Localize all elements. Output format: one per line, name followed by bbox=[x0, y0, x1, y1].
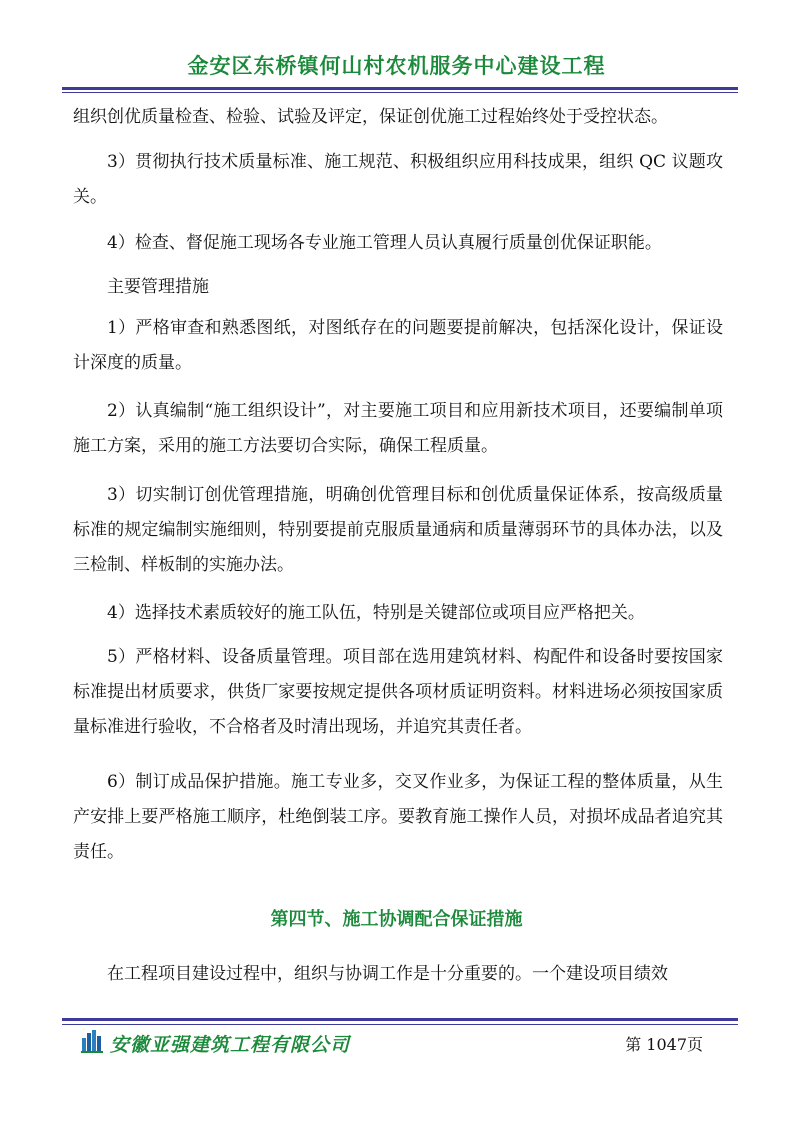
header-title: 金安区东桥镇何山村农机服务中心建设工程 bbox=[187, 54, 606, 78]
paragraph: 3）切实制订创优管理措施，明确创优管理目标和创优质量保证体系，按高级质量标准的规定编制实施细则，特别要提前克服质量通病和质量薄弱环节的具体办法，以及三检制、样板制的实施办法。 bbox=[73, 485, 723, 575]
paragraph: 6）制订成品保护措施。施工专业多，交叉作业多，为保证工程的整体质量，从生产安排上要严格施工顺序，杜绝倒装工序。要教育施工操作人员，对损坏成品者追究其责任。 bbox=[73, 772, 723, 862]
header-rule-thin bbox=[62, 92, 738, 93]
company-name: 安徽亚强建筑工程有限公司 bbox=[110, 1033, 351, 1056]
footer-rule-thick bbox=[62, 1018, 738, 1021]
paragraph: 在工程项目建设过程中，组织与协调工作是十分重要的。一个建设项目绩效 bbox=[107, 964, 668, 984]
paragraph: 3）贯彻执行技术质量标准、施工规范、积极组织应用科技成果，组织 QC 议题攻关。 bbox=[73, 152, 723, 207]
paragraph: 4）检查、督促施工现场各专业施工管理人员认真履行质量创优保证职能。 bbox=[107, 233, 662, 253]
header-rule-thick bbox=[62, 87, 738, 90]
paragraph: 1）严格审查和熟悉图纸，对图纸存在的问题要提前解决，包括深化设计，保证设计深度的质量。 bbox=[73, 318, 723, 373]
subheading: 主要管理措施 bbox=[107, 277, 209, 297]
paragraph: 4）选择技术素质较好的施工队伍，特别是关键部位或项目应严格把关。 bbox=[107, 603, 645, 623]
building-logo-icon bbox=[80, 1029, 104, 1057]
footer-rule-thin bbox=[62, 1024, 738, 1025]
paragraph: 组织创优质量检查、检验、试验及评定，保证创优施工过程始终处于受控状态。 bbox=[73, 107, 668, 127]
paragraph: 2）认真编制“施工组织设计”，对主要施工项目和应用新技术项目，还要编制单项施工方案，采用的施工方法要切合实际，确保工程质量。 bbox=[73, 401, 723, 456]
section-heading: 第四节、施工协调配合保证措施 bbox=[270, 909, 523, 930]
footer-company bbox=[80, 1029, 350, 1057]
paragraph: 5）严格材料、设备质量管理。项目部在选用建筑材料、构配件和设备时要按国家标准提出材质要求，供货厂家要按规定提供各项材质证明资料。材料进场必须按国家质量标准进行验收，不合格者及时清出现场，并追究其责任者。 bbox=[73, 647, 723, 737]
page-number: 第 1047页 bbox=[625, 1035, 703, 1054]
